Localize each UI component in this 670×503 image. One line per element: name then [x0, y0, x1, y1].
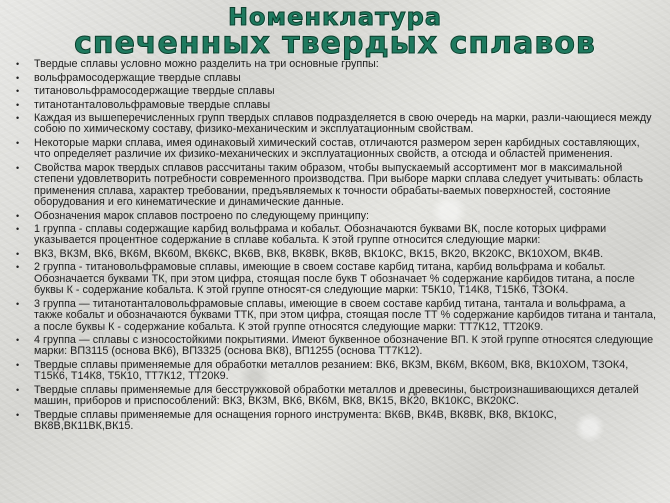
- bullet-icon: •: [16, 162, 20, 173]
- list-item: [14, 211, 656, 222]
- bullet-icon: •: [16, 298, 20, 309]
- bullet-icon: •: [16, 72, 20, 83]
- list-item: [14, 360, 656, 383]
- list-item-text: Некоторые марки сплава, имея одинаковый химический состав, отличаются размером зерен карбидных составляющих, что определяет различие их физико-механических и эксплуатационных свойств, а отсюда и областей применения.: [34, 136, 640, 161]
- list-item-text: ВК3, ВК3М, ВК6, ВК6М, ВК60М, ВК6КС, ВК6В, ВК8, ВК8ВК, ВК8В, ВК10КС, ВК15, ВК20, ВК20КС, ВК10ХОМ, ВК4В.: [34, 247, 604, 260]
- bullet-icon: •: [16, 210, 20, 221]
- list-item: [14, 86, 656, 97]
- list-item: [14, 224, 656, 247]
- list-item: [14, 113, 656, 136]
- list-item: [14, 385, 656, 408]
- list-item-text: Твердые сплавы применяемые для бесстружковой обработки металлов и древесины, быстроизнашивающихся деталей машин, приборов и приспособлений: ВК3, ВК3М, ВК6, ВК6М, ВК8, ВК15, ВК20, ВК10КС, ВК20КС.: [34, 383, 639, 408]
- bullet-icon: •: [16, 335, 20, 346]
- list-item: [14, 73, 656, 84]
- list-item-text: вольфрамосодержащие твердые сплавы: [34, 71, 241, 84]
- list-item: [14, 163, 656, 209]
- bullet-icon: •: [16, 86, 20, 96]
- list-item-text: 1 группа - сплавы содержащие карбид вольфрама и кобальт. Обозначаются буквами ВК, после которых цифрами указывается процентное содержание в сплаве кобальта. К этой группе относится следующие марки:: [34, 223, 607, 247]
- bullet-icon: •: [16, 99, 20, 110]
- list-item-text: 3 группа — титанотанталовольфрамовые сплавы, имеющие в своем составе карбид титана, тантала и вольфрама, а также кобальт и обозначаются буквами ТТК, при этом цифра, стоящая после ТТ % содержание карбидов титана и тантала, а после буквы К - содержание кобальта. К этой группе относятся следующие марки: ТТ7К12, ТТ20К9.: [34, 297, 656, 333]
- list-item-text: Твердые сплавы применяемые для оснащения горного инструмента: ВК6В, ВК4В, ВК8ВК, ВК8, ВК10КС, ВК8В,ВК11ВК,ВК15.: [34, 408, 557, 433]
- list-item-text: 4 группа — сплавы с износостойкими покрытиями. Имеют буквенное обозначение ВП. К этой группе относятся следующие марки: ВП3115 (основа ВК6), ВП3325 (основа ВК8), ВП1255 (основа ТТ7К12).: [34, 334, 654, 358]
- list-item: [14, 59, 656, 70]
- page-title-line-2: спеченных твердых сплавов: [74, 26, 596, 61]
- list-item: [14, 100, 656, 111]
- list-item: [14, 299, 656, 333]
- bullet-icon: •: [16, 224, 20, 235]
- bullet-icon: •: [16, 409, 20, 420]
- list-item-text: Твердые сплавы применяемые для обработки металлов резанием: ВК6, ВК3М, ВК6М, ВК60М, ВК8, ВК10ХОМ, Т3ОК4, Т15К6, Т14К8, Т5К10, ТТ7К12, ТТ20К9.: [34, 358, 629, 383]
- list-item: [14, 410, 656, 433]
- list-item-text: титанотанталовольфрамовые твердые сплавы: [34, 98, 271, 111]
- list-item-text: Обозначения марок сплавов построено по следующему принципу:: [34, 209, 369, 222]
- content-bullet-list: [14, 59, 656, 435]
- bullet-icon: •: [16, 262, 20, 273]
- bullet-icon: •: [16, 384, 20, 395]
- list-item-text: 2 группа - титановольфрамовые сплавы, имеющие в своем составе карбид титана, карбид вольфрама и кобальт. Обозначается буквами ТК, при этом цифра, стоящая после букв Т обозначает % содержание карбидов титана, а после буквы К - содержание кобальта. К этой группе относят-ся следующие марки: Т5К10, Т14К8, Т15К6, Т3ОК4.: [34, 261, 635, 297]
- bullet-icon: •: [16, 248, 20, 259]
- list-item-text: Свойства марок твердых сплавов рассчитаны таким образом, чтобы выпускаемый ассортимент мог в максимальной степени удовлетворить потребности современного производства. При выборе марки сплава следует учитывать: область применения сплава, характер требовании, предъявляемых к точности обрабаты-ваемых поверхностей, состояние оборудования и его кинематические и динамические данные.: [34, 161, 643, 209]
- list-item: [14, 138, 656, 161]
- list-item-text: Твердые сплавы условно можно разделить на три основные группы:: [34, 58, 379, 70]
- list-item: [14, 249, 656, 260]
- list-item: [14, 262, 656, 296]
- page-title-line-1: Номенклатура: [227, 3, 443, 31]
- bullet-icon: •: [16, 59, 20, 69]
- bullet-icon: •: [16, 113, 20, 123]
- list-item-text: Каждая из вышеперечисленных групп твердых сплавов подразделяется в свою очередь на марки, разли-чающиеся между собою по химическому составу, физико-механическим и эксплуатационным свойствам.: [34, 112, 652, 136]
- list-item-text: титановольфрамосодержащие твердые сплавы: [34, 85, 275, 97]
- bullet-icon: •: [16, 137, 20, 148]
- list-item: [14, 335, 656, 358]
- bullet-icon: •: [16, 359, 20, 370]
